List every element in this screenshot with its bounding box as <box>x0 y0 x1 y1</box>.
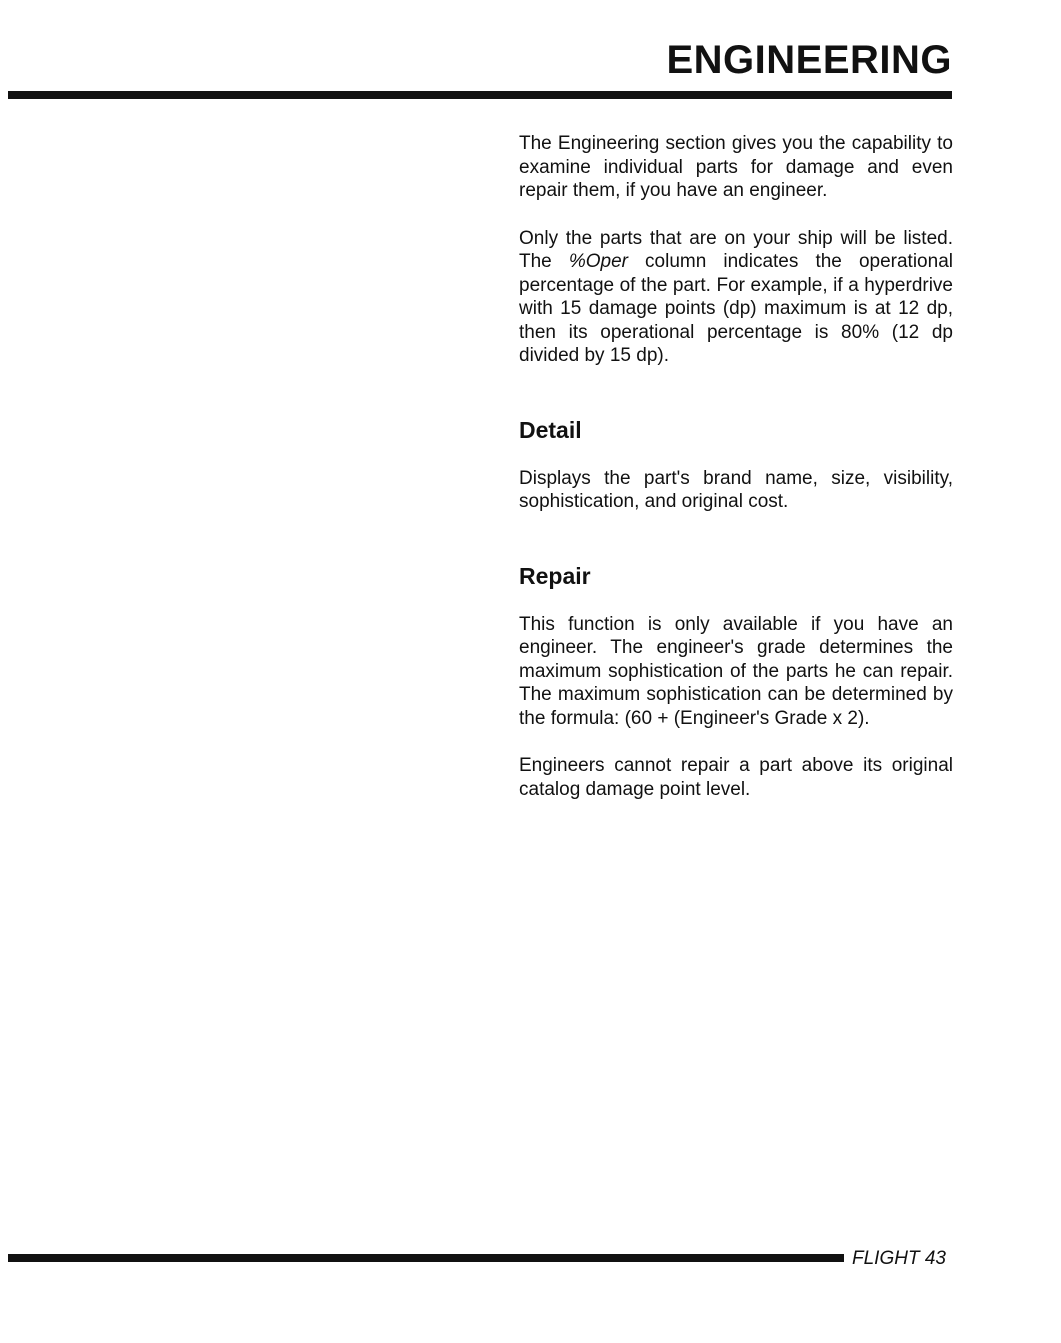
detail-heading: Detail <box>519 416 582 443</box>
main-content <box>519 132 953 825</box>
oper-paragraph <box>519 227 953 368</box>
page-title: ENGINEERING <box>666 38 952 82</box>
oper-text-start: Only the parts that are on your ship will be listed. The <box>519 227 953 272</box>
intro-paragraph: The Engineering section gives you the capability to examine individual parts for damage and even repair them, if you have an engineer. <box>519 133 953 201</box>
oper-text-end: column indicates the operational percentage of the part. For example, if a hyperdrive with 15 damage points (dp) maximum is at 12 dp, then its operational percentage is 80% (12 dp divided by 15 dp). <box>519 251 953 366</box>
detail-paragraph: Displays the part's brand name, size, visibility, sophistication, and original cost. <box>519 467 953 512</box>
oper-column-name: %Oper <box>568 251 628 272</box>
repair-limit-paragraph: Engineers cannot repair a part above its original catalog damage point level. <box>519 755 953 800</box>
repair-heading: Repair <box>519 562 591 589</box>
page-footer-label: FLIGHT 43 <box>852 1248 946 1269</box>
repair-paragraph: This function is only available if you have an engineer. The engineer's grade determines the maximum sophistication of the parts he can repair. The maximum sophistication can be determined by the formula: (60 + (Engineer's Grade x 2). <box>519 613 953 729</box>
footer-rule <box>8 1254 844 1262</box>
header-rule <box>8 91 952 99</box>
